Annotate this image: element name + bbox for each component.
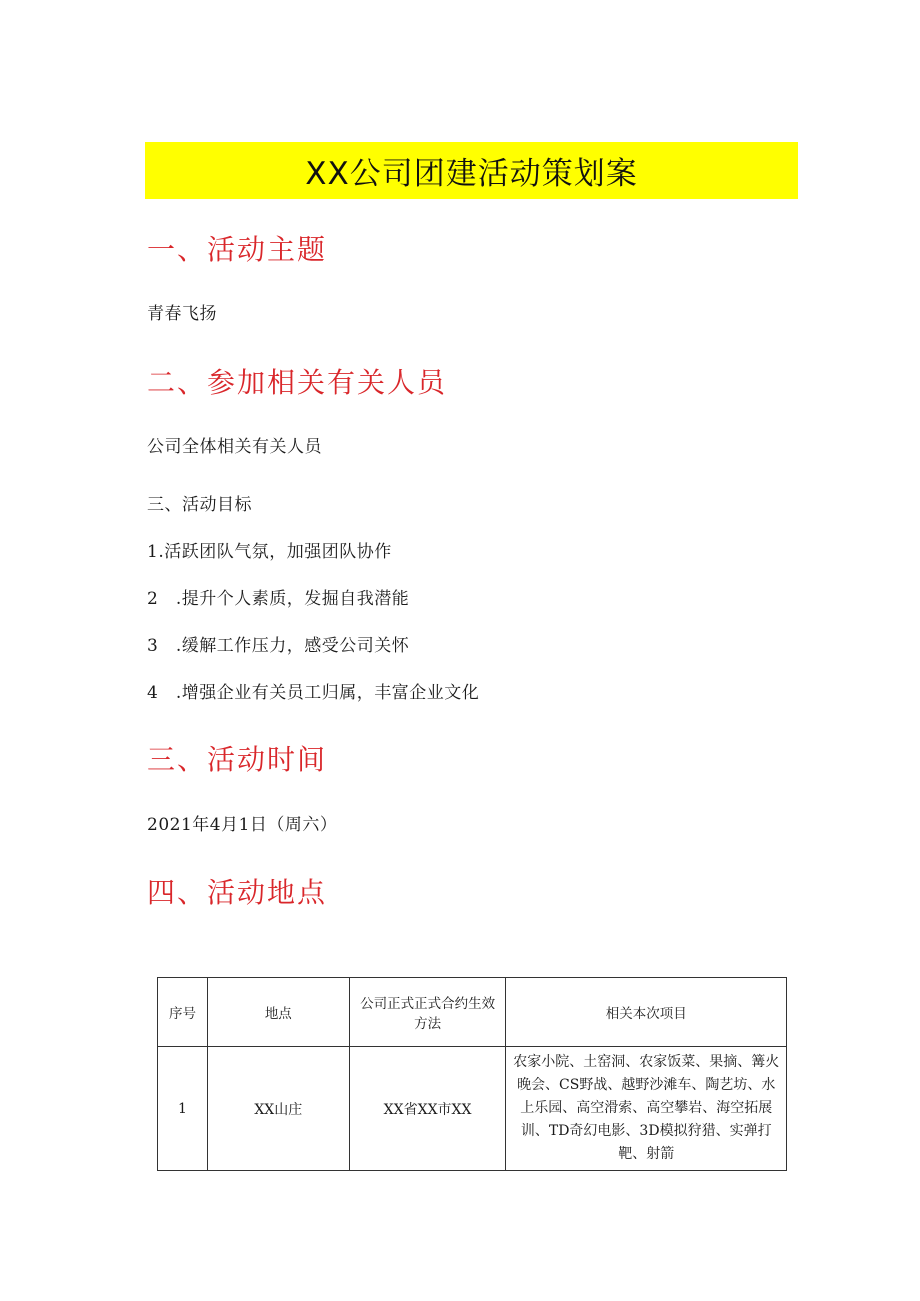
- section-heading-location: 四、活动地点: [147, 876, 328, 909]
- theme-text: 青春飞扬: [147, 304, 217, 324]
- goal-item: 3 .缓解工作压力，感受公司关怀: [147, 636, 410, 656]
- section-heading-participants: 二、参加相关有关人员: [147, 366, 448, 399]
- header-index: 序号: [158, 978, 208, 1047]
- section-heading-theme: 一、活动主题: [147, 233, 328, 266]
- cell-location: XX山庄: [207, 1047, 349, 1171]
- table-row: [158, 1047, 787, 1171]
- table-header-row: [158, 978, 787, 1047]
- header-projects: 相关本次项目: [506, 978, 787, 1047]
- goal-item: 1.活跃团队气氛，加强团队协作: [147, 542, 392, 562]
- header-method: 公司正式正式合约生效方法: [349, 978, 506, 1047]
- cell-address: XX省XX市XX: [349, 1047, 506, 1171]
- title-banner: [145, 142, 798, 199]
- location-table: [157, 977, 787, 1171]
- goal-item: 4 .增强企业有关员工归属，丰富企业文化: [147, 683, 480, 703]
- section-heading-time: 三、活动时间: [147, 743, 328, 776]
- time-text: 2021年4月1日（周六）: [147, 815, 338, 835]
- document-title: XX公司团建活动策划案: [305, 156, 638, 192]
- cell-index: 1: [158, 1047, 208, 1171]
- header-location: 地点: [207, 978, 349, 1047]
- goal-item: 2 .提升个人素质，发掘自我潜能: [147, 589, 410, 609]
- participants-text: 公司全体相关有关人员: [147, 437, 322, 457]
- cell-projects: 农家小院、土窑洞、农家饭菜、果摘、篝火晚会、CS野战、越野沙滩车、陶艺坊、水上乐园、高空滑索、高空攀岩、海空拓展训、TD奇幻电影、3D模拟狩猎、实弹打靶、射箭: [506, 1047, 787, 1171]
- goals-heading: 三、活动目标: [147, 495, 252, 515]
